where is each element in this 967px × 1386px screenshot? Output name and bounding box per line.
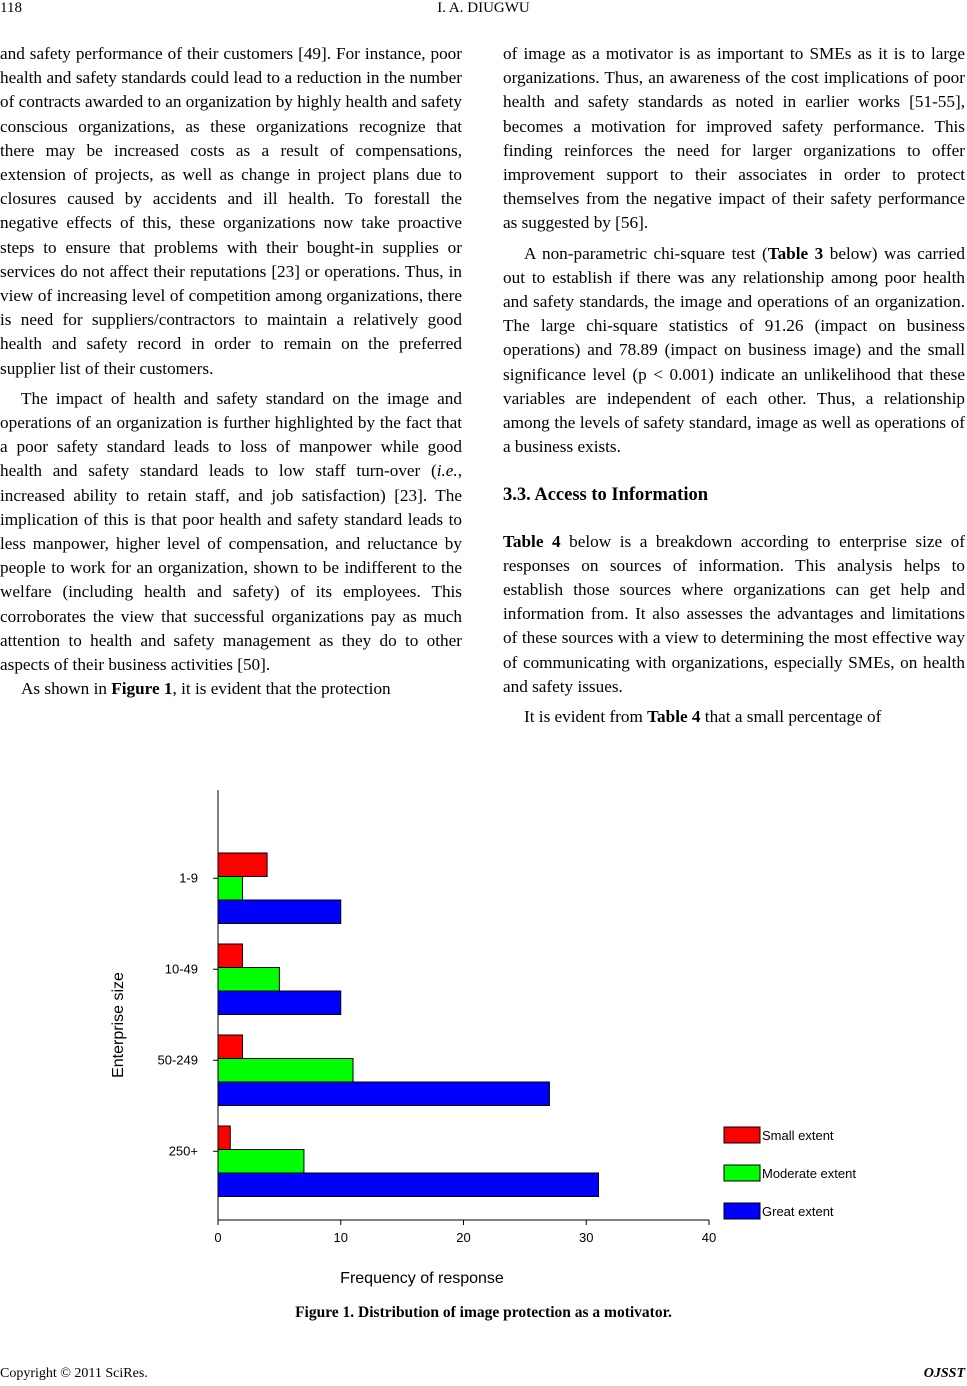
legend-label: Great extent bbox=[762, 1204, 834, 1219]
legend-swatch bbox=[724, 1127, 760, 1143]
bar bbox=[218, 900, 341, 924]
bar bbox=[218, 944, 243, 968]
figure-1-chart bbox=[0, 790, 967, 1300]
bar-chart bbox=[0, 790, 967, 1300]
paragraph: of image as a motivator is as important to SMEs as it is to large organizations. Thus, an awareness of the cost implications of poor health and safety standards as noted in earlier works [51-55], becomes a motivation for improved safety performance. This finding reinforces the need for larger organizations to offer improvement support to their associates in order to protect themselves from the negative impact of their safety performance as suggested by [56]. bbox=[503, 44, 965, 233]
legend-label: Small extent bbox=[762, 1128, 834, 1143]
table-ref: Table 4 bbox=[647, 707, 701, 727]
bar bbox=[218, 1082, 549, 1106]
copyright: Copyright © 2011 SciRes. bbox=[0, 1366, 148, 1381]
left-column bbox=[0, 42, 462, 701]
legend-swatch bbox=[724, 1203, 760, 1219]
y-tick-label: 250+ bbox=[168, 1143, 198, 1159]
bar bbox=[218, 1173, 599, 1197]
y-tick-label: 1-9 bbox=[179, 870, 198, 886]
paragraph: It is evident from Table 4 that a small percentage of bbox=[524, 707, 882, 727]
legend-swatch bbox=[724, 1165, 760, 1181]
bar bbox=[218, 1059, 353, 1083]
x-tick-label: 10 bbox=[333, 1230, 348, 1245]
y-tick-label: 50-249 bbox=[157, 1052, 198, 1068]
running-author: I. A. DIUGWU bbox=[437, 0, 530, 16]
x-tick-label: 20 bbox=[456, 1230, 471, 1245]
ie-abbrev: i.e. bbox=[436, 461, 458, 481]
y-tick-label: 10-49 bbox=[164, 961, 198, 977]
running-head bbox=[0, 0, 967, 22]
bar bbox=[218, 991, 341, 1015]
table-ref: Table 4 bbox=[503, 531, 561, 551]
x-tick-label: 40 bbox=[701, 1230, 717, 1245]
x-tick-label: 0 bbox=[214, 1230, 222, 1245]
bar bbox=[218, 1035, 243, 1059]
x-axis-label: Frequency of response bbox=[340, 1270, 504, 1287]
figure-caption: Figure 1. Distribution of image protection as a motivator. bbox=[295, 1304, 672, 1321]
right-column bbox=[503, 42, 965, 729]
section-heading: 3.3. Access to Information bbox=[503, 485, 709, 506]
journal-name: OJSST bbox=[923, 1366, 965, 1381]
bar bbox=[218, 1150, 304, 1174]
figure-ref: Figure 1 bbox=[111, 679, 173, 699]
bar bbox=[218, 968, 279, 992]
bar bbox=[218, 853, 267, 877]
bar bbox=[218, 1126, 230, 1150]
table-ref: Table 3 bbox=[767, 243, 824, 263]
paragraph: and safety performance of their customers [49]. For instance, poor health and safety standards could lead to a reduction in the number of contracts awarded to an organization by highly health and safety conscious organizations, as these organizations recognize that there may be increased costs as a result of compensations, extension of projects, as well as change in project plans due to closures caused by accidents and ill health. To forestall the negative effects of this, these organizations now take proactive steps to ensure that problems with their bought-in supplies or services do not affect their reputations [23] or operations. Thus, in view of increasing level of competition among organizations, there is need for suppliers/contractors to maintain a relatively good health and safety record in order to remain on the preferred supplier list of their customers. bbox=[0, 44, 462, 378]
y-axis-label: Enterprise size bbox=[110, 972, 127, 1078]
x-tick-label: 30 bbox=[579, 1230, 594, 1245]
paragraph: As shown in Figure 1, it is evident that the protection bbox=[21, 679, 391, 699]
page-number: 118 bbox=[0, 0, 22, 16]
bar bbox=[218, 877, 243, 901]
paragraph: The impact of health and safety standard on the image and operations of an organization is further highlighted by the fact that a poor safety standard leads to loss of manpower while good health and safety standard leads to low staff turn-over (i.e., increased ability to retain staff, and job satisfaction) [23]. The implication of this is that poor health and safety standard leads to less manpower, higher level of compensation, and reluctance by people to work for an organization, shown to be indifferent to the welfare (including health and safety) of its employees. This corroborates the view that successful organizations pay as much attention to health and safety management as they do to other aspects of their business activities [50]. bbox=[0, 388, 462, 675]
paragraph: A non-parametric chi-square test (Table 3 below) was carried out to establish if there was any relationship among poor health and safety standards, the image and operations of an organization. The large chi-square statistics of 91.26 (impact on business operations) and 78.89 (impact on business image) and the small significance level (p < 0.001) indicate an unlikelihood that these variables are independent of each other. Thus, a relationship among the levels of safety standard, image as well as operations of a business exists. bbox=[503, 243, 965, 457]
paragraph: Table 4 below is a breakdown according to enterprise size of responses on sources of information. This analysis helps to establish those sources where organizations can get help and information from. It also assesses the advantages and limitations of these sources with a view to determining the most effective way of communicating with organizations, especially SMEs, on health and safety issues. bbox=[503, 531, 965, 696]
legend-label: Moderate extent bbox=[762, 1166, 856, 1181]
